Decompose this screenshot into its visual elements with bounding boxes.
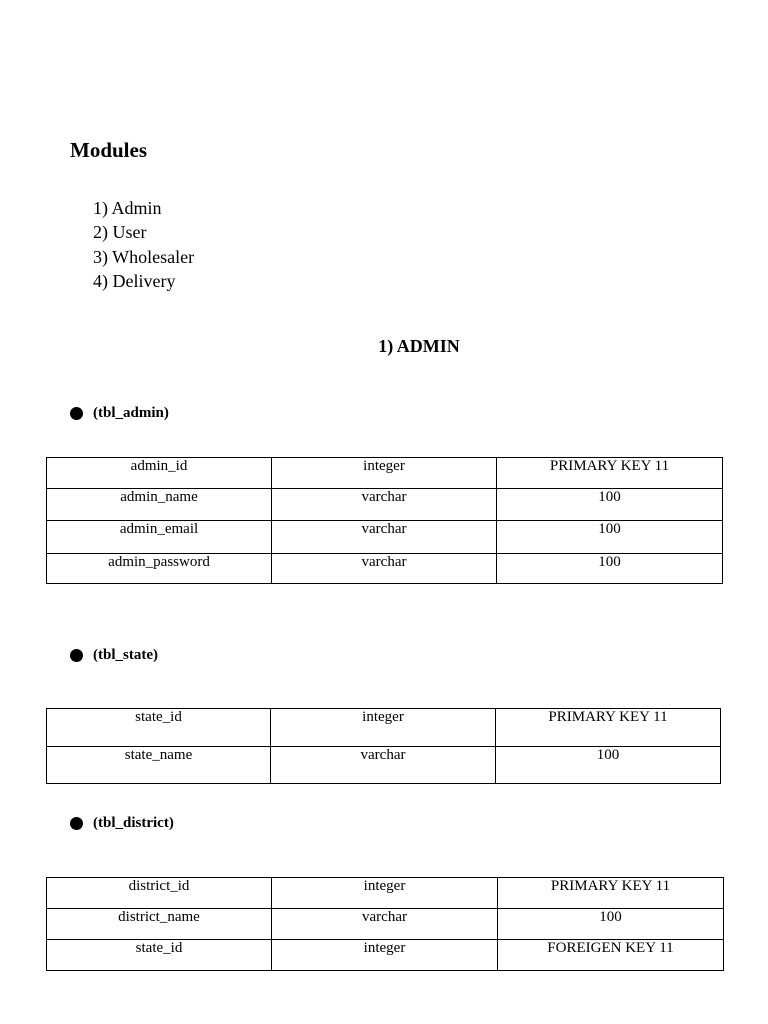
cell-constraint: PRIMARY KEY 11 [496,709,721,747]
cell-type: varchar [272,489,497,521]
table-row [47,909,724,940]
table-row [47,554,723,584]
cell-constraint: 100 [497,521,723,554]
cell-type: varchar [272,554,497,584]
cell-type: varchar [272,909,498,940]
cell-field: admin_name [47,489,272,521]
cell-field: state_id [47,940,272,971]
bullet-icon [70,649,83,662]
cell-type: integer [272,878,498,909]
bullet-icon [70,407,83,420]
module-list [93,196,194,293]
table-name: (tbl_admin) [93,405,169,421]
table-heading-district [70,815,174,832]
cell-type: varchar [272,521,497,554]
table-row [47,521,723,554]
cell-field: state_id [47,709,271,747]
cell-field: admin_id [47,458,272,489]
module-item-wholesaler: 3) Wholesaler [93,246,195,267]
cell-constraint: 100 [496,747,721,784]
cell-constraint: 100 [497,489,723,521]
cell-constraint: PRIMARY KEY 11 [497,458,723,489]
table-heading-admin [70,405,169,422]
cell-constraint: FOREIGEN KEY 11 [498,940,724,971]
cell-field: district_name [47,909,272,940]
table-name: (tbl_district) [93,815,174,831]
table-state [46,708,721,784]
cell-field: state_name [47,747,271,784]
cell-constraint: PRIMARY KEY 11 [498,878,724,909]
table-row [47,489,723,521]
cell-type: integer [271,709,496,747]
table-row [47,940,724,971]
cell-constraint: 100 [497,554,723,584]
cell-constraint: 100 [498,909,724,940]
table-district [46,877,724,971]
cell-field: admin_password [47,554,272,584]
table-name: (tbl_state) [93,647,158,663]
module-item-user: 2) User [93,222,147,243]
module-item-admin: 1) Admin [93,198,162,218]
bullet-icon [70,817,83,830]
cell-field: admin_email [47,521,272,554]
cell-type: varchar [271,747,496,784]
table-heading-state [70,647,158,664]
module-item-delivery: 4) Delivery [93,270,176,291]
table-row [47,878,724,909]
table-row [47,747,721,784]
cell-type: integer [272,458,497,489]
table-row [47,709,721,747]
section-heading: 1) ADMIN [378,336,460,356]
table-admin [46,457,723,584]
modules-heading: Modules [70,138,148,162]
cell-type: integer [272,940,498,971]
table-row [47,458,723,489]
cell-field: district_id [47,878,272,909]
